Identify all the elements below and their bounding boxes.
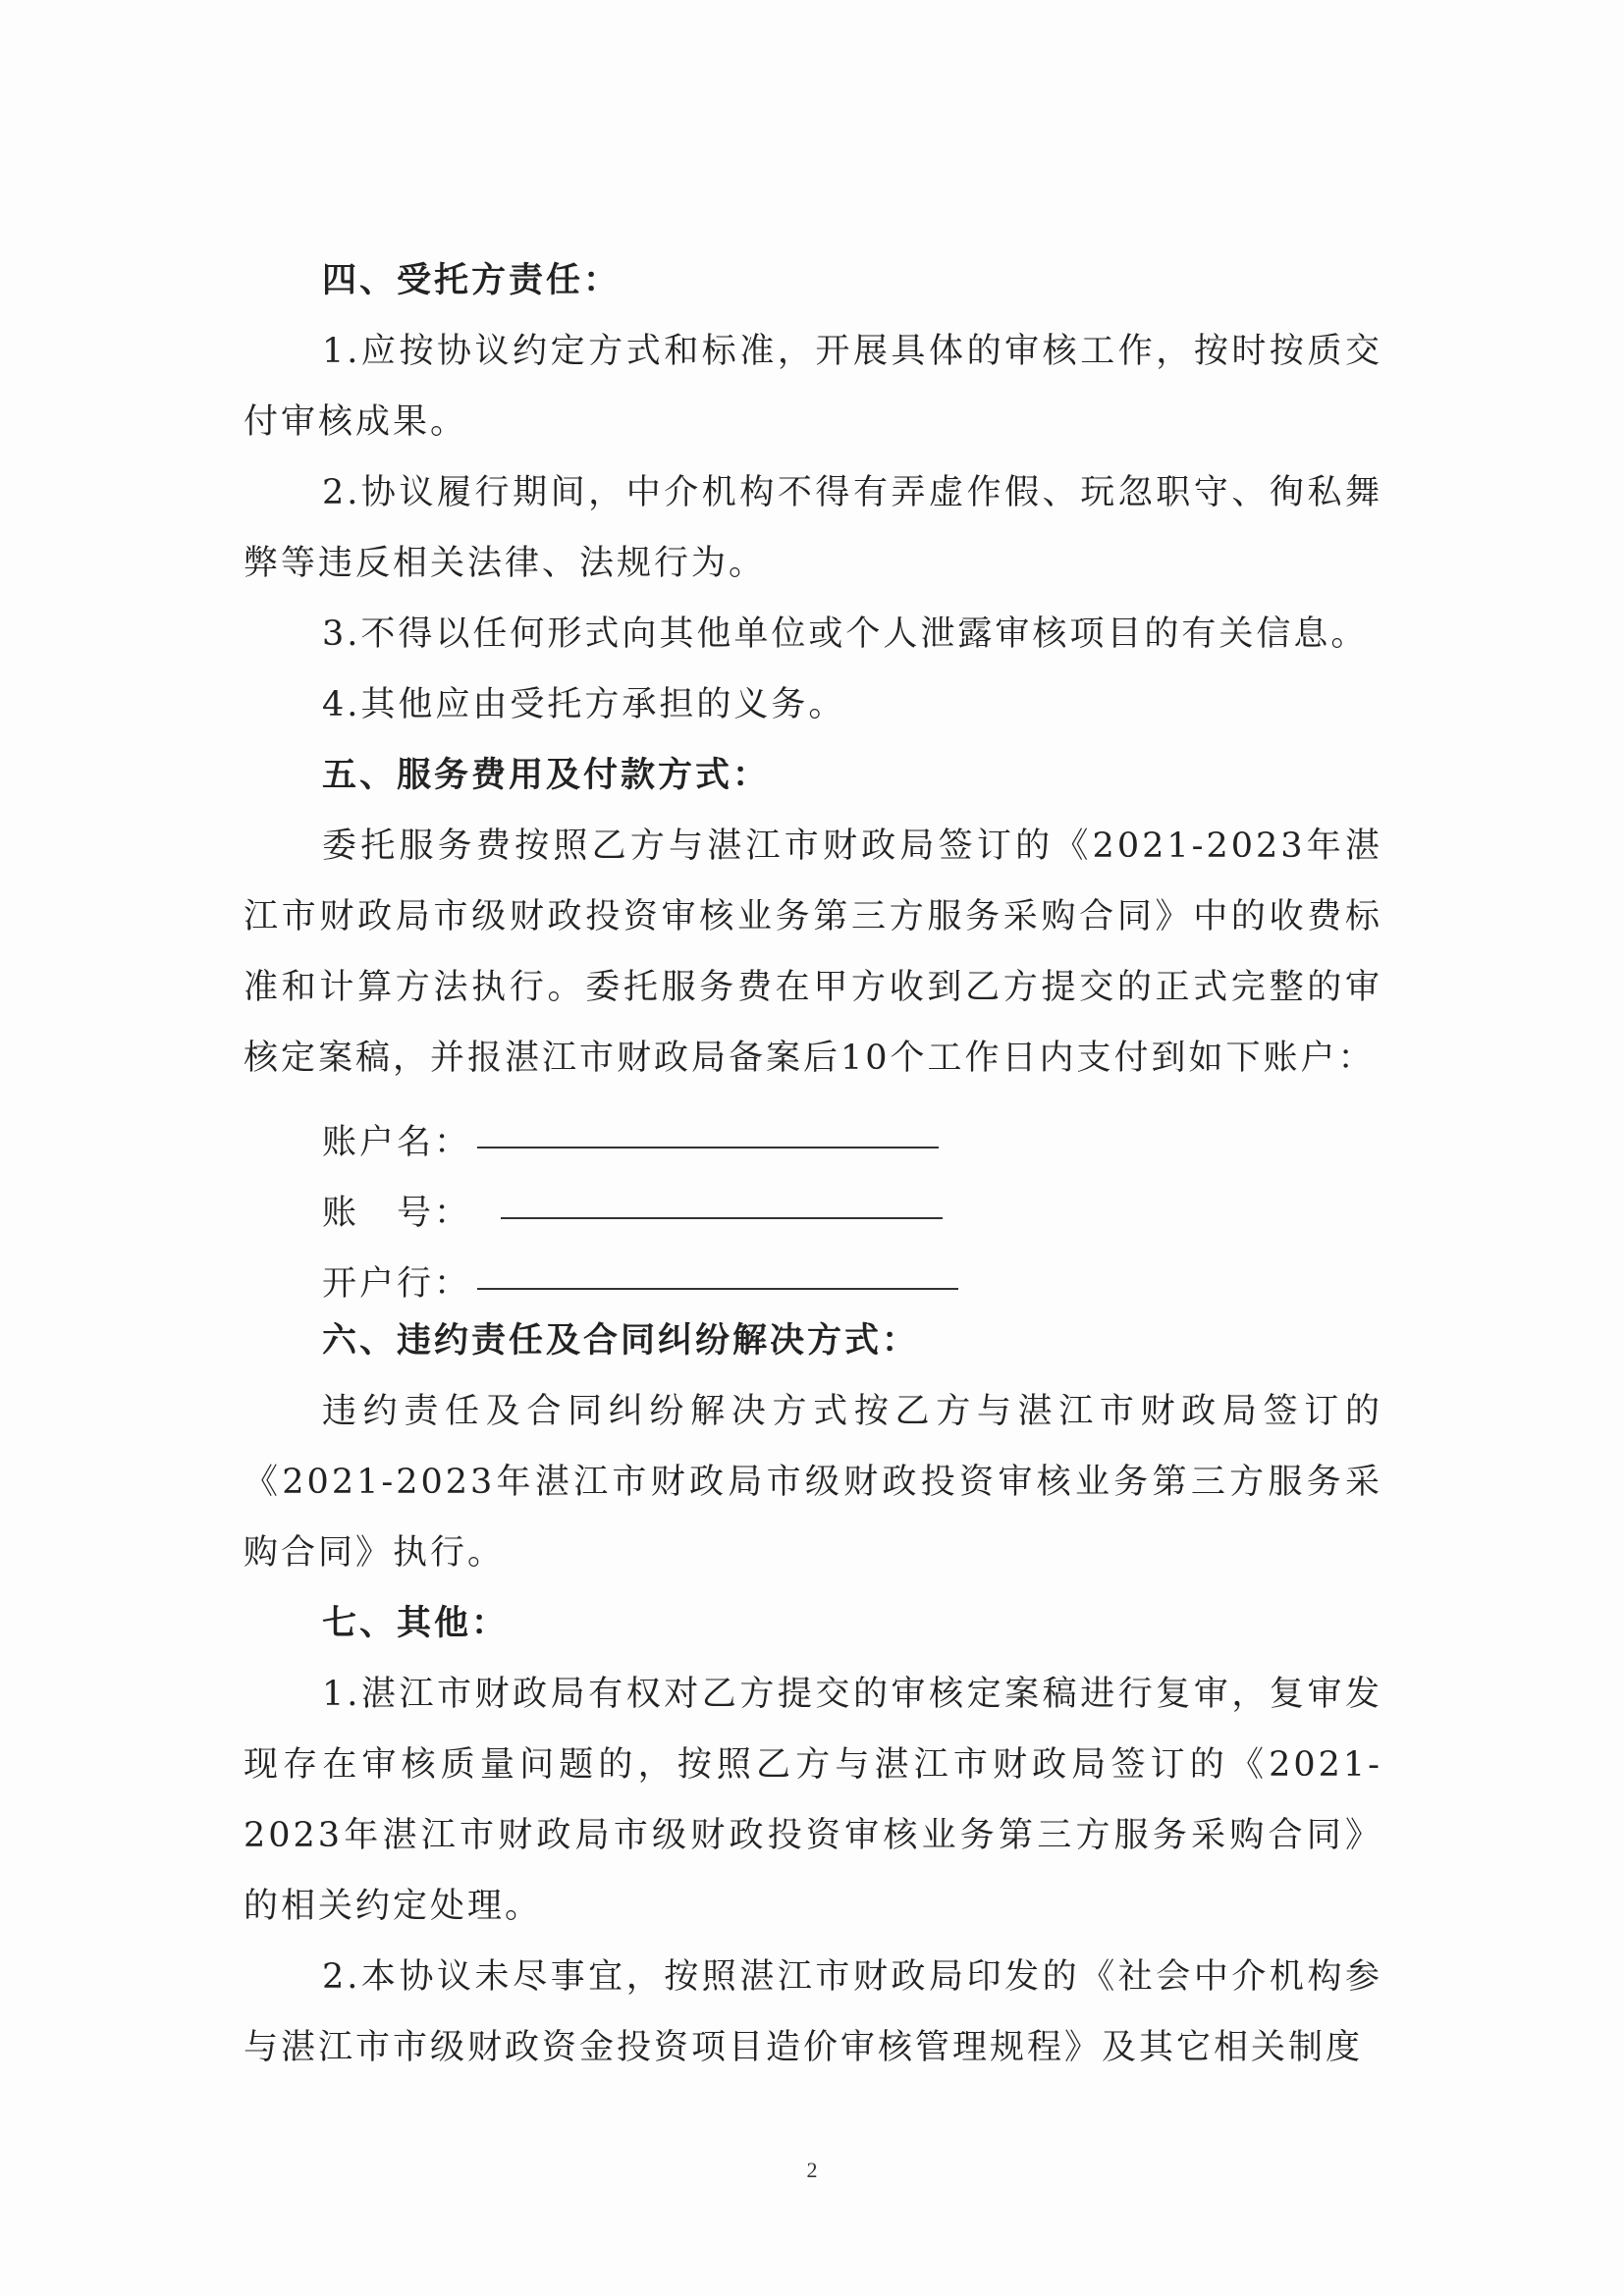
section-6-body: 违约责任及合同纠纷解决方式按乙方与湛江市财政局签订的《2021-2023年湛江市财政局市级财政投资审核业务第三方服务采购合同》执行。 — [244, 1392, 1382, 1573]
document-body — [244, 245, 1382, 2083]
section-7-item-1: 1.湛江市财政局有权对乙方提交的审核定案稿进行复审，复审发现存在审核质量问题的，按照乙方与湛江市财政局签订的《2021-2023年湛江市财政局市级财政投资审核业务第三方服务采购合同》的相关约定处理。 — [244, 1675, 1382, 1926]
account-number-label: 账 号： — [322, 1194, 472, 1233]
section-4-item-1: 1.应按协议约定方式和标准，开展具体的审核工作，按时按质交付审核成果。 — [244, 332, 1382, 442]
account-number-blank-line — [501, 1182, 943, 1219]
section-7-item-2: 2.本协议未尽事宜，按照湛江市财政局印发的《社会中介机构参与湛江市市级财政资金投资项目造价审核管理规程》及其它相关制度 — [244, 1957, 1382, 2067]
section-5-heading: 五、服务费用及付款方式： — [322, 755, 771, 795]
bank-blank-line — [477, 1253, 958, 1290]
section-6-heading: 六、违约责任及合同纠纷解决方式： — [322, 1320, 920, 1361]
section-4-item-2: 2.协议履行期间，中介机构不得有弄虚作假、玩忽职守、徇私舞弊等违反相关法律、法规行为。 — [244, 473, 1382, 583]
page-number: 2 — [806, 2158, 818, 2182]
bank-field — [244, 1235, 1382, 1306]
account-name-field — [244, 1094, 1382, 1164]
section-4-item-4: 4.其他应由受托方承担的义务。 — [322, 685, 846, 724]
section-7-heading: 七、其他： — [322, 1603, 510, 1643]
account-name-blank-line — [477, 1111, 939, 1148]
account-number-field — [244, 1164, 1382, 1235]
section-4-item-3: 3.不得以任何形式向其他单位或个人泄露审核项目的有关信息。 — [322, 614, 1369, 654]
bank-label: 开户行： — [322, 1264, 472, 1304]
section-4-heading: 四、受托方责任： — [322, 260, 622, 300]
account-name-label: 账户名： — [322, 1123, 472, 1162]
section-5-body: 委托服务费按照乙方与湛江市财政局签订的《2021-2023年湛江市财政局市级财政投资审核业务第三方服务采购合同》中的收费标准和计算方法执行。委托服务费在甲方收到乙方提交的正式完整的审核定案稿，并报湛江市财政局备案后10个工作日内支付到如下账户： — [244, 827, 1382, 1078]
